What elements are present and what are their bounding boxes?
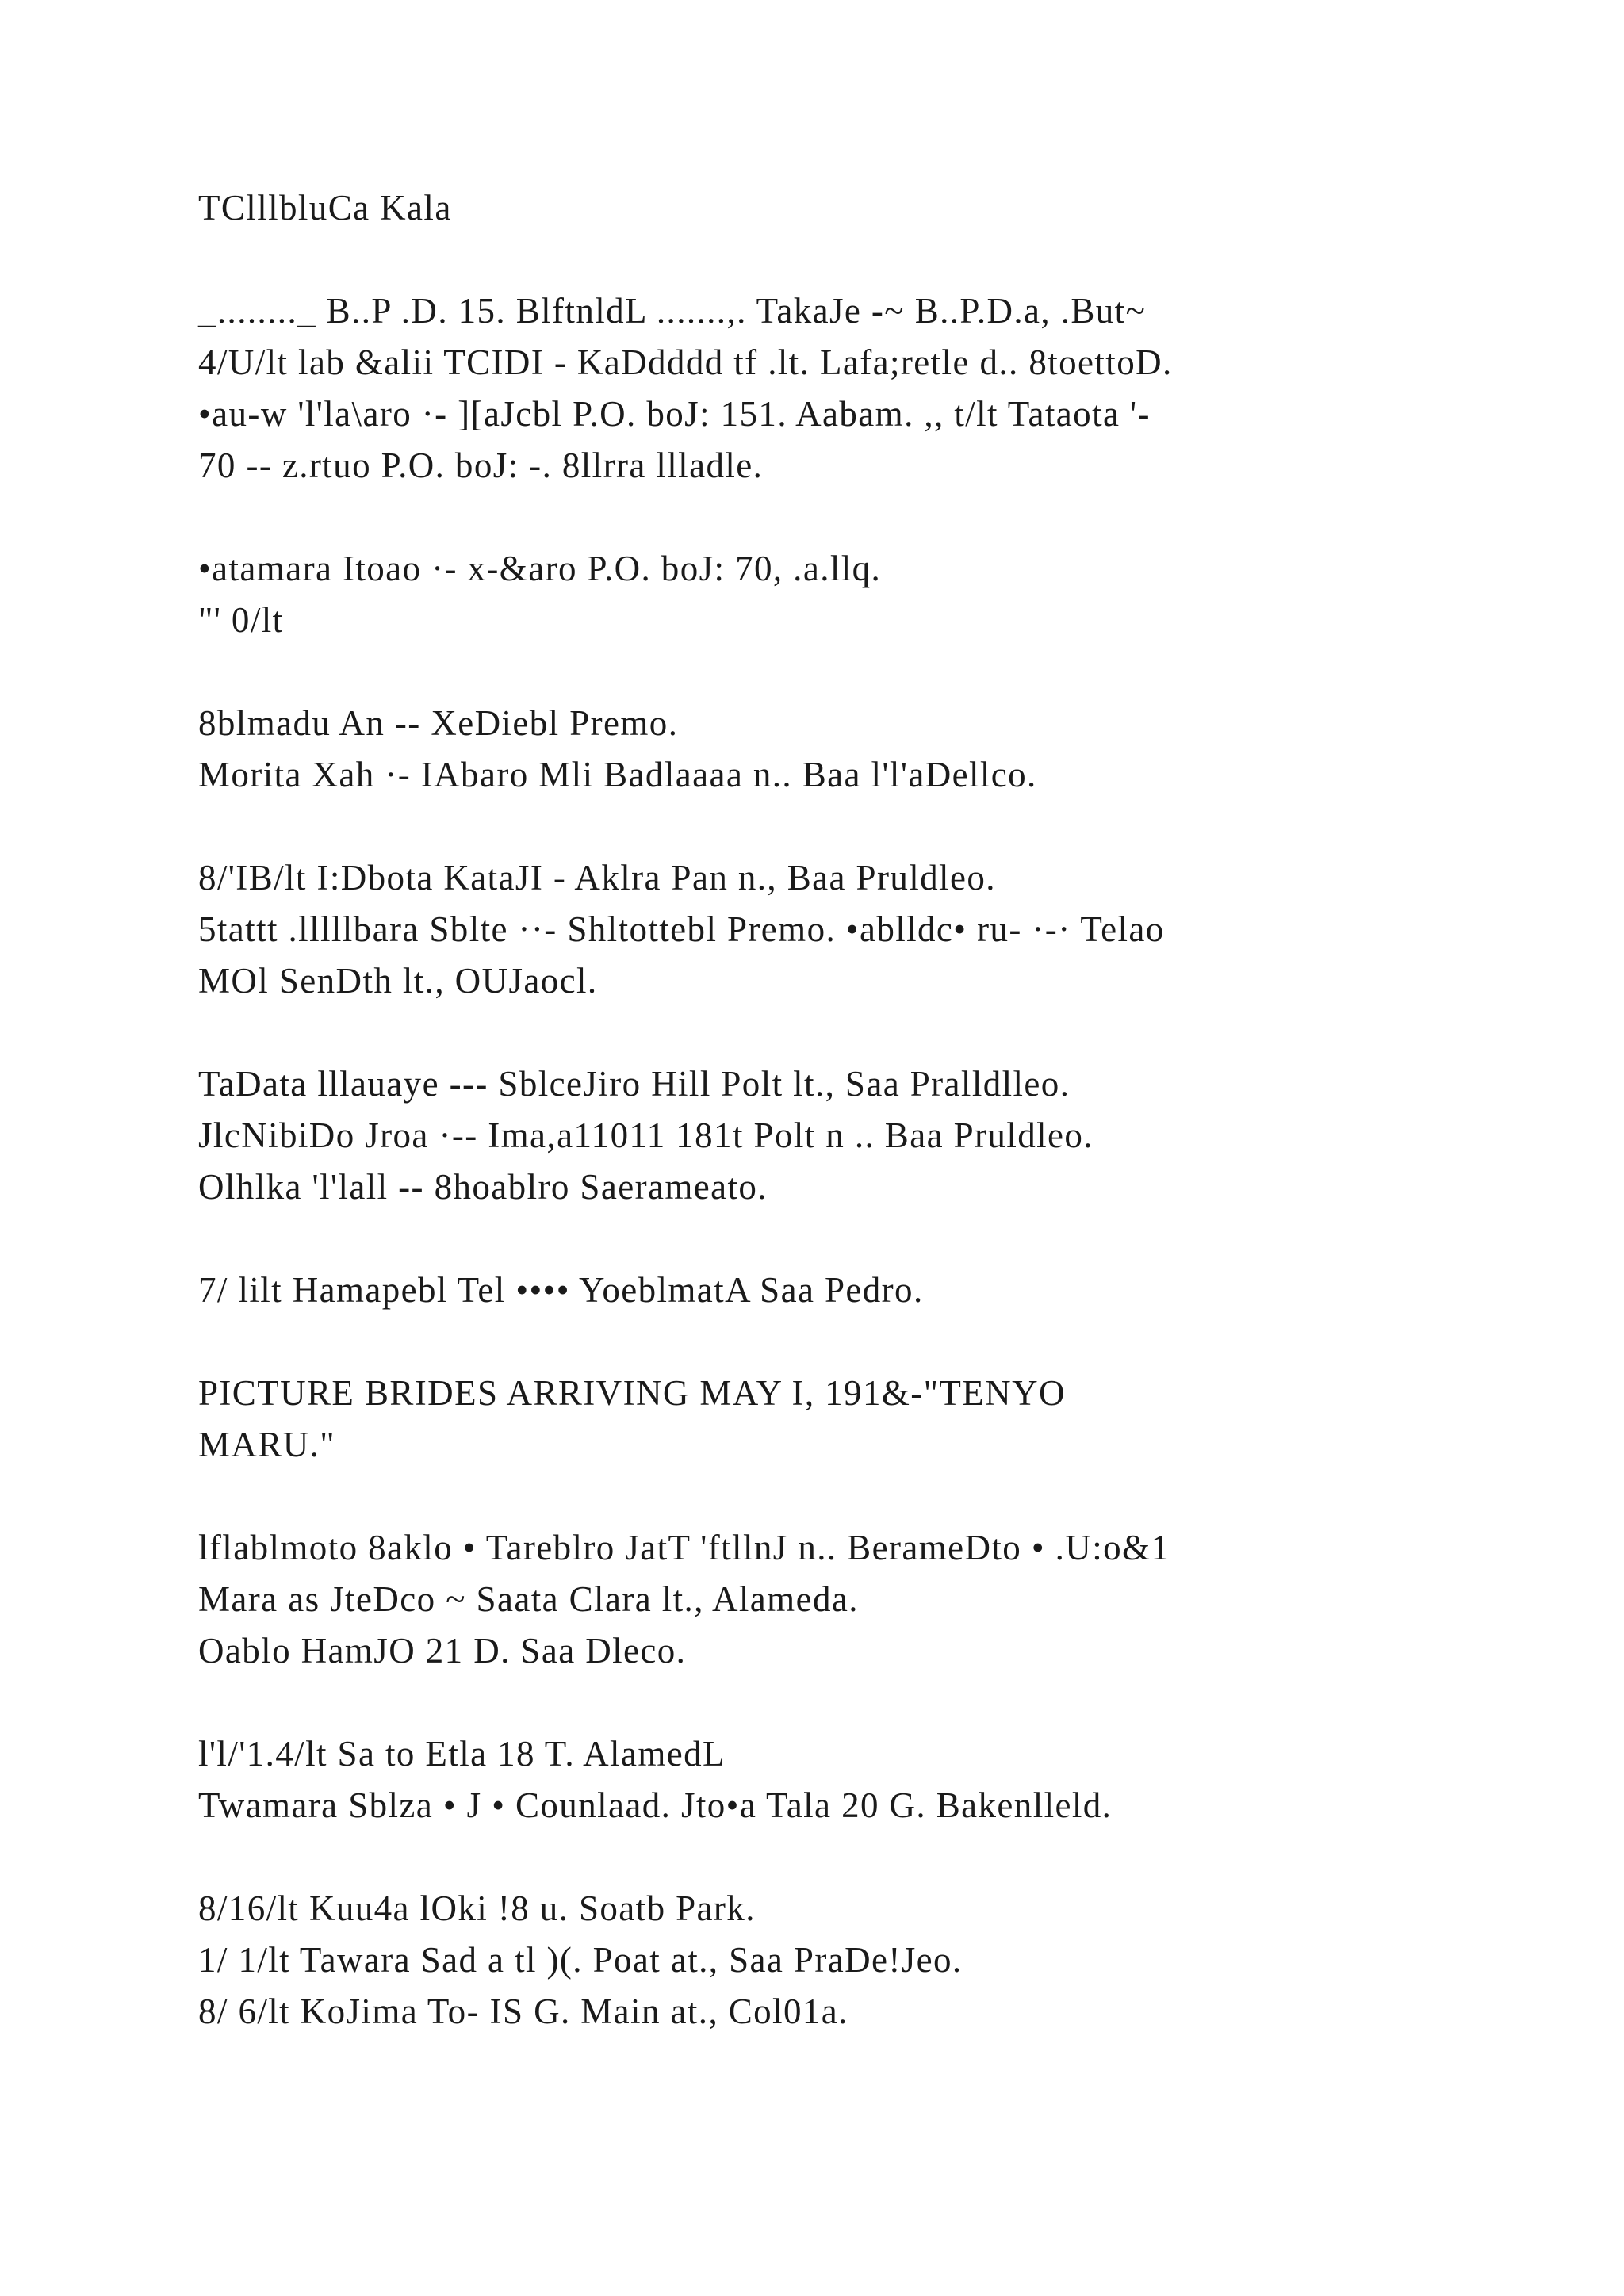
text-line: Morita Xah ·- IAbaro Mli Badlaaaa n.. Baa l'l'aDellco. — [198, 755, 1037, 794]
paragraph — [198, 1728, 1507, 1831]
text-line: 4/U/lt lab &alii TCIDI - KaDdddd tf .lt. Lafa;retle d.. 8toettoD. — [198, 342, 1173, 382]
text-line: Oablo HamJO 21 D. Saa Dleco. — [198, 1631, 687, 1670]
paragraph — [198, 1522, 1507, 1677]
text-line: 8/'IB/lt I:Dbota KataJI - Aklra Pan n., Baa Pruldleo. — [198, 858, 996, 897]
text-line: 7/ lilt Hamapebl Tel •••• YoeblmatA Saa Pedro. — [198, 1270, 924, 1310]
text-line: JlcNibiDo Jroa ·-- Ima,a11011 181t Polt n .. Baa Pruldleo. — [198, 1115, 1094, 1155]
paragraph — [198, 698, 1507, 801]
text-line: 8/16/lt Kuu4a lOki !8 u. Soatb Park. — [198, 1888, 756, 1928]
text-line: 8blmadu An -- XeDiebl Premo. — [198, 703, 679, 743]
text-line: MARU." — [198, 1425, 336, 1464]
text-line: lflablmoto 8aklo • Tareblro JatT 'ftllnJ n.. BerameDto • .U:o&1 — [198, 1528, 1170, 1567]
text-line: _........_ B..P .D. 15. BlftnldL .......,. TakaJe -~ B..P.D.a, .But~ — [198, 291, 1147, 331]
text-line: PICTURE BRIDES ARRIVING MAY I, 191&-"TENYO — [198, 1373, 1066, 1413]
text-line: 5tattt .lllllbara Sblte ··- Shltottebl Premo. •ablldc• ru- ·-· Telao — [198, 909, 1165, 949]
text-line: Mara as JteDco ~ Saata Clara lt., Alameda. — [198, 1579, 859, 1619]
text-line: •atamara Itoao ·- x-&aro P.O. boJ: 70, .a.llq. — [198, 549, 882, 588]
text-line: TaData lllauaye --- SblceJiro Hill Polt lt., Saa Pralldlleo. — [198, 1064, 1071, 1104]
paragraph — [198, 543, 1507, 646]
paragraph — [198, 1883, 1507, 2038]
text-line: TClllbluCa Kala — [198, 188, 452, 228]
text-line: l'l/'1.4/lt Sa to Etla 18 T. AlamedL — [198, 1734, 726, 1774]
text-line: "' 0/lt — [198, 600, 284, 640]
text-line: •au-w 'l'la\aro ·- ][aJcbl P.O. boJ: 151. Aabam. ,, t/lt Tataota '- — [198, 394, 1151, 434]
text-line: MOl SenDth lt., OUJaocl. — [198, 961, 598, 1001]
paragraph — [198, 1058, 1507, 1213]
text-line: 8/ 6/lt KoJima To- IS G. Main at., Col01a. — [198, 1992, 848, 2031]
paragraph — [198, 285, 1507, 492]
text-line: 70 -- z.rtuo P.O. boJ: -. 8llrra llladle. — [198, 446, 764, 485]
document-page — [198, 182, 1507, 2089]
paragraph-heading — [198, 182, 1507, 234]
text-line: 1/ 1/lt Tawara Sad a tl )(. Poat at., Saa PraDe!Jeo. — [198, 1940, 963, 1980]
paragraph — [198, 852, 1507, 1007]
paragraph — [198, 1265, 1507, 1316]
section-heading — [198, 1368, 1507, 1471]
text-line: Olhlka 'l'lall -- 8hoablro Saerameato. — [198, 1167, 768, 1207]
text-line: Twamara Sblza • J • Counlaad. Jto•a Tala 20 G. Bakenlleld. — [198, 1785, 1113, 1825]
